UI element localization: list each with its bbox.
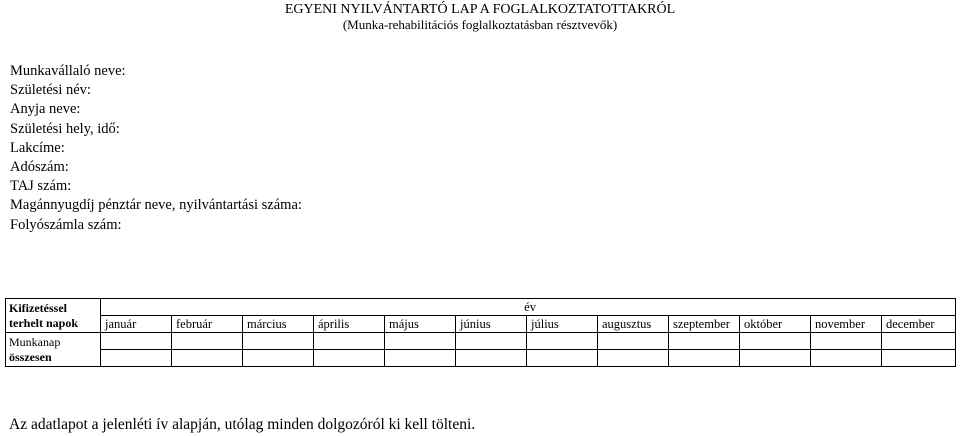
field-taj-number: TAJ szám: [10,178,72,195]
workdays-label-line2: összesen [9,349,52,364]
month-value-cell[interactable] [882,350,956,367]
month-value-cell[interactable] [456,350,527,367]
month-value-cell[interactable] [669,333,740,350]
employee-fields [10,62,302,235]
field-mother-name: Anyja neve: [10,101,81,118]
attendance-table [5,298,956,367]
paid-days-label-line2: terhelt napok [9,315,78,330]
month-header: január [101,316,172,333]
month-value-cell[interactable] [101,350,172,367]
month-header: július [527,316,598,333]
year-header: év [101,299,956,316]
workdays-label-line1: Munkanap [9,334,61,349]
field-pension-fund: Magánnyugdíj pénztár neve, nyilvántartási száma: [10,197,302,214]
month-value-cell[interactable] [527,333,598,350]
month-value-cell[interactable] [740,333,811,350]
month-value-cell[interactable] [740,350,811,367]
month-value-cell[interactable] [882,333,956,350]
month-value-cell[interactable] [172,350,243,367]
document-header [0,2,960,32]
month-value-cell[interactable] [101,333,172,350]
field-address: Lakcíme: [10,139,65,156]
month-value-cell[interactable] [811,350,882,367]
month-header: március [243,316,314,333]
workdays-total-label [6,333,101,367]
field-tax-number: Adószám: [10,159,69,176]
month-value-cell[interactable] [456,333,527,350]
month-value-cell[interactable] [243,333,314,350]
document-subtitle: (Munka-rehabilitációs foglalkoztatásban résztvevők) [342,17,618,32]
month-value-cell[interactable] [598,350,669,367]
month-value-cell[interactable] [172,333,243,350]
month-header: június [456,316,527,333]
month-header: szeptember [669,316,740,333]
field-employee-name: Munkavállaló neve: [10,63,126,79]
month-header: február [172,316,243,333]
month-header: május [385,316,456,333]
field-birth-name: Születési név: [10,82,91,99]
month-value-cell[interactable] [314,350,385,367]
month-value-cell[interactable] [598,333,669,350]
month-value-cell[interactable] [385,333,456,350]
month-value-cell[interactable] [811,333,882,350]
paid-days-label [6,299,101,333]
month-header: november [811,316,882,333]
field-bank-account: Folyószámla szám: [10,216,122,233]
month-value-cell[interactable] [669,350,740,367]
month-value-cell[interactable] [385,350,456,367]
month-header: december [882,316,956,333]
month-header: október [740,316,811,333]
month-header: április [314,316,385,333]
month-value-cell[interactable] [243,350,314,367]
month-header: augusztus [598,316,669,333]
footer-note: Az adatlapot a jelenléti ív alapján, utólag minden dolgozóról ki kell tölteni. [9,416,476,433]
month-value-cell[interactable] [314,333,385,350]
document-title: EGYENI NYILVÁNTARTÓ LAP A FOGLALKOZTATOTTAKRÓL [284,2,676,17]
month-value-cell[interactable] [527,350,598,367]
paid-days-label-line1: Kifizetéssel [9,300,67,315]
field-birth-place-date: Születési hely, idő: [10,120,120,137]
